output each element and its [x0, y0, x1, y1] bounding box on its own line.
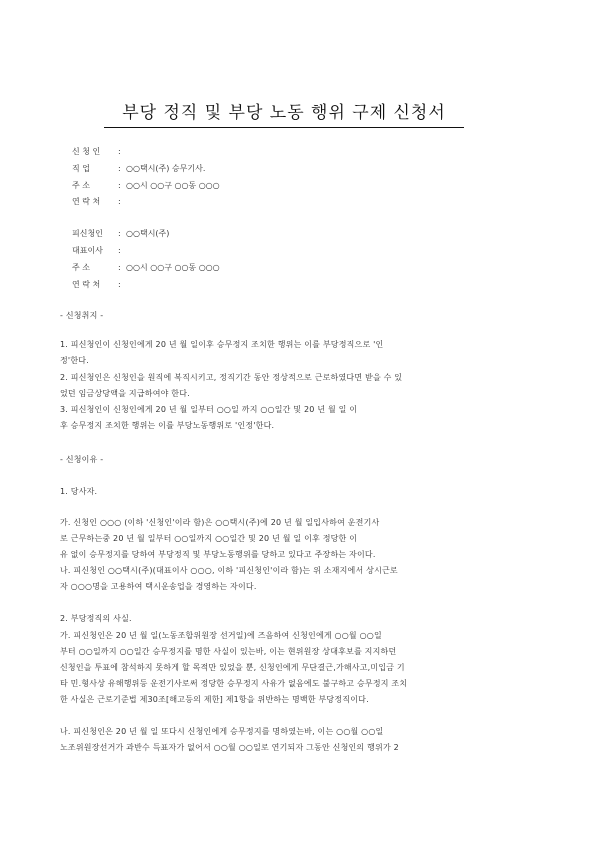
respondent-rep-row — [72, 246, 126, 256]
colon: : — [118, 229, 121, 238]
respondent-contact-row — [72, 280, 126, 290]
applicant-job-label: 직 업 — [72, 164, 90, 173]
colon: : — [118, 181, 121, 190]
parties-ga-line-3: 유 없이 승무정지를 당하여 부당정직 및 부당노동행위를 당하고 있다고 주장하는 자이다. — [60, 550, 376, 559]
purpose-item-1-line-2: 정'한다. — [60, 356, 89, 365]
parties-na-line-1: 나. 피신청인 ○○택시(주)(대표이사 ○○○, 이하 '피신청인'이라 함)는 위 소재지에서 상시근로 — [60, 566, 398, 575]
facts-na-line-2: 노조위원장선거가 과반수 득표자가 없어서 ○○월 ○○일로 연기되자 그동안 신청인의 행위가 2 — [60, 743, 399, 752]
applicant-address-value: ○○시 ○○구 ○○동 ○○○ — [126, 181, 220, 190]
applicant-job-row — [72, 164, 205, 174]
purpose-item-3-line-1: 3. 피신청인이 신청인에게 20 년 월 일부터 ○○일 까지 ○○일간 및 20 년 월 일 이 — [60, 405, 358, 414]
applicant-job-value: ○○택시(주) 승무기사. — [126, 164, 206, 173]
facts-ga-line-2: 부터 ○○일까지 ○○일간 승무정지를 명한 사실이 있는바, 이는 현위원장 상대후보를 지지하던 — [60, 647, 397, 656]
colon: : — [118, 246, 121, 255]
applicant-name-row — [72, 147, 126, 157]
respondent-name-row — [72, 229, 169, 239]
purpose-item-1-line-1: 1. 피신청인이 신청인에게 20 년 월 일이후 승무정지 조치한 행위는 이를 부당정직으로 '인 — [60, 340, 384, 349]
purpose-item-2-line-2: 었던 임금상당액을 지급하여야 한다. — [60, 389, 190, 398]
applicant-address-row — [72, 181, 220, 191]
respondent-name-label: 피신청인 — [72, 229, 103, 238]
colon: : — [118, 263, 121, 272]
facts-ga-line-5: 한 사실은 근로기준법 제30조[해고등의 제한] 제1항을 위반하는 명백한 부당정직이다. — [60, 695, 369, 704]
respondent-address-row — [72, 263, 220, 273]
respondent-address-label: 주 소 — [72, 263, 90, 272]
respondent-address-value: ○○시 ○○구 ○○동 ○○○ — [126, 263, 220, 272]
applicant-name-label: 신 청 인 — [72, 147, 101, 156]
section-heading-reason: - 신청이유 - — [60, 455, 104, 464]
colon: : — [118, 147, 121, 156]
colon: : — [118, 164, 121, 173]
respondent-name-value: ○○택시(주) — [126, 229, 170, 238]
parties-ga-line-2: 로 근무하는중 20 년 월 일부터 ○○일까지 ○○일간 및 20 년 월 일 이후 정당한 이 — [60, 534, 358, 543]
purpose-item-3-line-2: 후 승무정지 조치한 행위는 이를 부당노동행위로 '인정'한다. — [60, 421, 275, 430]
parties-heading: 1. 당사자. — [60, 487, 98, 496]
applicant-contact-label: 연 락 처 — [72, 197, 101, 206]
facts-ga-line-4: 타 민.형사상 유해행위등 운전기사로써 정당한 승무정지 사유가 없음에도 불구하고 승무정지 조치 — [60, 679, 408, 688]
parties-ga-line-1: 가. 신청인 ○○○ (이하 '신청인'이라 함)은 ○○택시(주)에 20 년 월 일입사하여 운전기사 — [60, 518, 380, 527]
respondent-rep-label: 대표이사 — [72, 246, 103, 255]
facts-ga-line-3: 신청인을 투표에 참석하지 못하게 할 목적만 있었을 뿐, 신청인에게 무단결근,가해사고,미입금 기 — [60, 663, 405, 672]
respondent-contact-label: 연 락 처 — [72, 280, 101, 289]
colon: : — [118, 197, 121, 206]
colon: : — [118, 280, 121, 289]
section-heading-purpose: - 신청취지 - — [60, 311, 104, 320]
parties-na-line-2: 자 ○○○명을 고용하여 택시운송업을 경영하는 자이다. — [60, 582, 257, 591]
applicant-contact-row — [72, 197, 126, 207]
facts-heading: 2. 부당정직의 사실. — [60, 614, 132, 623]
facts-ga-line-1: 가. 피신청인은 20 년 월 일(노동조합위원장 선거일)에 즈음하여 신청인에게 ○○월 ○○일 — [60, 631, 382, 640]
purpose-item-2-line-1: 2. 피신청인은 신청인을 원직에 복직시키고, 정직기간 동안 정상적으로 근로하였다면 받을 수 있 — [60, 373, 403, 382]
facts-na-line-1: 나. 피신청인은 20 년 월 일 또다시 신청인에게 승무정지를 명하였는바, 이는 ○○월 ○○일 — [60, 727, 384, 736]
applicant-address-label: 주 소 — [72, 181, 90, 190]
document-title: 부당 정직 및 부당 노동 행위 구제 신청서 — [122, 103, 446, 123]
title-underline — [104, 127, 464, 128]
